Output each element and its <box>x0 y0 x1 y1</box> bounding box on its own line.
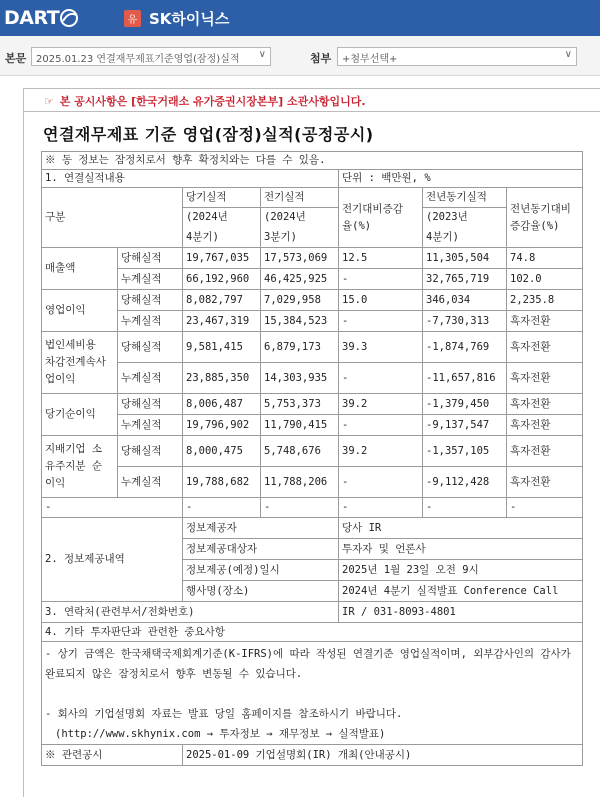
info-value: 2025년 1월 23일 오전 9시 <box>339 560 583 581</box>
cell: 흑자전환 <box>507 436 583 467</box>
info-label: 행사명(장소) <box>183 581 339 602</box>
row-name: 매출액 <box>42 248 118 290</box>
row-label: 당해실적 <box>118 436 183 467</box>
cell: 11,790,415 <box>261 415 339 436</box>
chevron-down-icon: ∨ <box>258 49 266 60</box>
dart-logo[interactable] <box>0 0 98 36</box>
logo-swoosh-icon <box>60 9 78 27</box>
info-value: 투자자 및 언론사 <box>339 539 583 560</box>
cell: 흑자전환 <box>507 394 583 415</box>
note-3: (http://www.skhynix.com → 투자정보 → 재무정보 → 실적발표) <box>55 728 386 740</box>
info-value: 당사 IR <box>339 518 583 539</box>
cell: 15,384,523 <box>261 311 339 332</box>
cell: 9,581,415 <box>183 332 261 363</box>
row-label: 누계실적 <box>118 363 183 394</box>
info-label: 정보제공자 <box>183 518 339 539</box>
col-yoy-change: 전년동기대비 증감율(%) <box>507 188 583 248</box>
notice-text: 본 공시사항은 [한국거래소 유가증권시장본부] 소관사항입니다. <box>59 95 366 108</box>
row-label: 누계실적 <box>118 311 183 332</box>
col-current-2: (2024년 <box>183 208 261 228</box>
cell: 17,573,069 <box>261 248 339 269</box>
group-header: 구분 <box>42 188 183 248</box>
cell: - <box>339 311 423 332</box>
attach-label: 첨부 <box>310 52 332 65</box>
chevron-down-icon: ∨ <box>564 49 572 60</box>
cell: 23,885,350 <box>183 363 261 394</box>
info-value: 2024년 4분기 실적발표 Conference Call <box>339 581 583 602</box>
cell: 102.0 <box>507 269 583 290</box>
cell: 19,788,682 <box>183 467 261 498</box>
report-label: 본문 <box>5 52 27 65</box>
cell: 39.3 <box>339 332 423 363</box>
cell: - <box>339 363 423 394</box>
cell: 32,765,719 <box>423 269 507 290</box>
col-previous-1: 전기실적 <box>261 188 339 208</box>
cell: 19,767,035 <box>183 248 261 269</box>
note-2: - 회사의 기업설명회 자료는 발표 당일 홈페이지를 참조하시기 바랍니다. <box>45 708 403 720</box>
cell: 5,748,676 <box>261 436 339 467</box>
cell: 8,000,475 <box>183 436 261 467</box>
pointing-hand-icon: ☞ <box>44 95 54 108</box>
cell: 8,006,487 <box>183 394 261 415</box>
cell: -1,874,769 <box>423 332 507 363</box>
col-previous-2: (2024년 <box>261 208 339 228</box>
cell: -7,730,313 <box>423 311 507 332</box>
cell: -11,657,816 <box>423 363 507 394</box>
info-label: 정보제공대상자 <box>183 539 339 560</box>
page-title: 연결재무제표 기준 영업(잠정)실적(공정공시) <box>43 125 374 144</box>
cell: - <box>507 498 583 518</box>
col-yoy-1: 전년동기실적 <box>423 188 507 208</box>
cell: - <box>339 498 423 518</box>
cell: 흑자전환 <box>507 363 583 394</box>
cell: 흑자전환 <box>507 415 583 436</box>
cell: 14,303,935 <box>261 363 339 394</box>
cell: - <box>339 415 423 436</box>
col-current-1: 당기실적 <box>183 188 261 208</box>
row-name: 지배기업 소 유주지분 순 이익 <box>42 436 118 498</box>
company-header <box>124 8 229 29</box>
cell: 11,788,206 <box>261 467 339 498</box>
cell: 66,192,960 <box>183 269 261 290</box>
cell: 39.2 <box>339 436 423 467</box>
row-label: 누계실적 <box>118 467 183 498</box>
cell: 8,082,797 <box>183 290 261 311</box>
info-label: 정보제공(예정)일시 <box>183 560 339 581</box>
section-4-label: 4. 기타 투자판단과 관련한 중요사항 <box>42 623 583 642</box>
cell: -9,137,547 <box>423 415 507 436</box>
col-current-3: 4분기) <box>183 228 261 248</box>
cell: - <box>261 498 339 518</box>
cell: -1,357,105 <box>423 436 507 467</box>
row-label: 당해실적 <box>118 248 183 269</box>
col-yoy-2: (2023년 <box>423 208 507 228</box>
cell: -9,112,428 <box>423 467 507 498</box>
cell: 15.0 <box>339 290 423 311</box>
cell: 2,235.8 <box>507 290 583 311</box>
unit-label: 단위 : 백만원, % <box>339 170 583 188</box>
cell: 346,034 <box>423 290 507 311</box>
row-name: 당기순이익 <box>42 394 118 436</box>
cell: 39.2 <box>339 394 423 415</box>
cell: 7,029,958 <box>261 290 339 311</box>
note-1: - 상기 금액은 한국채택국제회계기준(K-IFRS)에 따라 작성된 연결기준 영업실적이며, 외부감사인의 감사가 완료되지 않은 잠정치로서 향후 변동될 수 있습니다. <box>45 648 571 680</box>
cell: 흑자전환 <box>507 311 583 332</box>
row-label: 누계실적 <box>118 415 183 436</box>
report-select-value: 2025.01.23 연결재무제표기준영업(잠정)실적 <box>36 54 240 65</box>
cell: 6,879,173 <box>261 332 339 363</box>
row-label: 당해실적 <box>118 332 183 363</box>
cell: - <box>339 467 423 498</box>
contact-value: IR / 031-8093-4801 <box>339 602 583 623</box>
cell: 19,796,902 <box>183 415 261 436</box>
cell: 74.8 <box>507 248 583 269</box>
row-name: 법인세비용 차감전계속사 업이익 <box>42 332 118 394</box>
notes-cell <box>42 642 583 745</box>
logo-text: DART <box>4 7 60 29</box>
related-label: ※ 관련공시 <box>42 745 183 766</box>
col-previous-3: 3분기) <box>261 228 339 248</box>
attach-select-value: +첨부선택+ <box>342 54 398 65</box>
row-name: 영업이익 <box>42 290 118 332</box>
market-badge: 유 <box>124 10 141 27</box>
section-2-label: 2. 정보제공내역 <box>42 518 183 602</box>
company-name: SK하이닉스 <box>149 9 230 28</box>
cell: 46,425,925 <box>261 269 339 290</box>
cell: 5,753,373 <box>261 394 339 415</box>
related-link[interactable]: 2025-01-09 기업설명회(IR) 개최(안내공시) <box>183 745 583 766</box>
cell: 흑자전환 <box>507 467 583 498</box>
report-select[interactable] <box>31 47 271 66</box>
section-3-label: 3. 연락처(관련부서/전화번호) <box>42 602 339 623</box>
attach-select[interactable] <box>337 47 577 66</box>
cell: - <box>339 269 423 290</box>
cell: 12.5 <box>339 248 423 269</box>
cell: 흑자전환 <box>507 332 583 363</box>
cell: -1,379,450 <box>423 394 507 415</box>
results-table <box>41 151 583 766</box>
cell: - <box>423 498 507 518</box>
cell: - <box>183 498 261 518</box>
row-label: 당해실적 <box>118 290 183 311</box>
row-label: 당해실적 <box>118 394 183 415</box>
filter-bar <box>0 36 600 76</box>
cell: 11,305,504 <box>423 248 507 269</box>
section-1-label: 1. 연결실적내용 <box>42 170 339 188</box>
notice-banner <box>23 88 600 112</box>
disclaimer: ※ 동 정보는 잠정치로서 향후 확정치와는 다를 수 있음. <box>42 152 583 170</box>
cell: 23,467,319 <box>183 311 261 332</box>
top-header <box>0 0 600 36</box>
col-prev-change: 전기대비증감 율(%) <box>339 188 423 248</box>
col-yoy-3: 4분기) <box>423 228 507 248</box>
cell: - <box>42 498 183 518</box>
row-label: 누계실적 <box>118 269 183 290</box>
